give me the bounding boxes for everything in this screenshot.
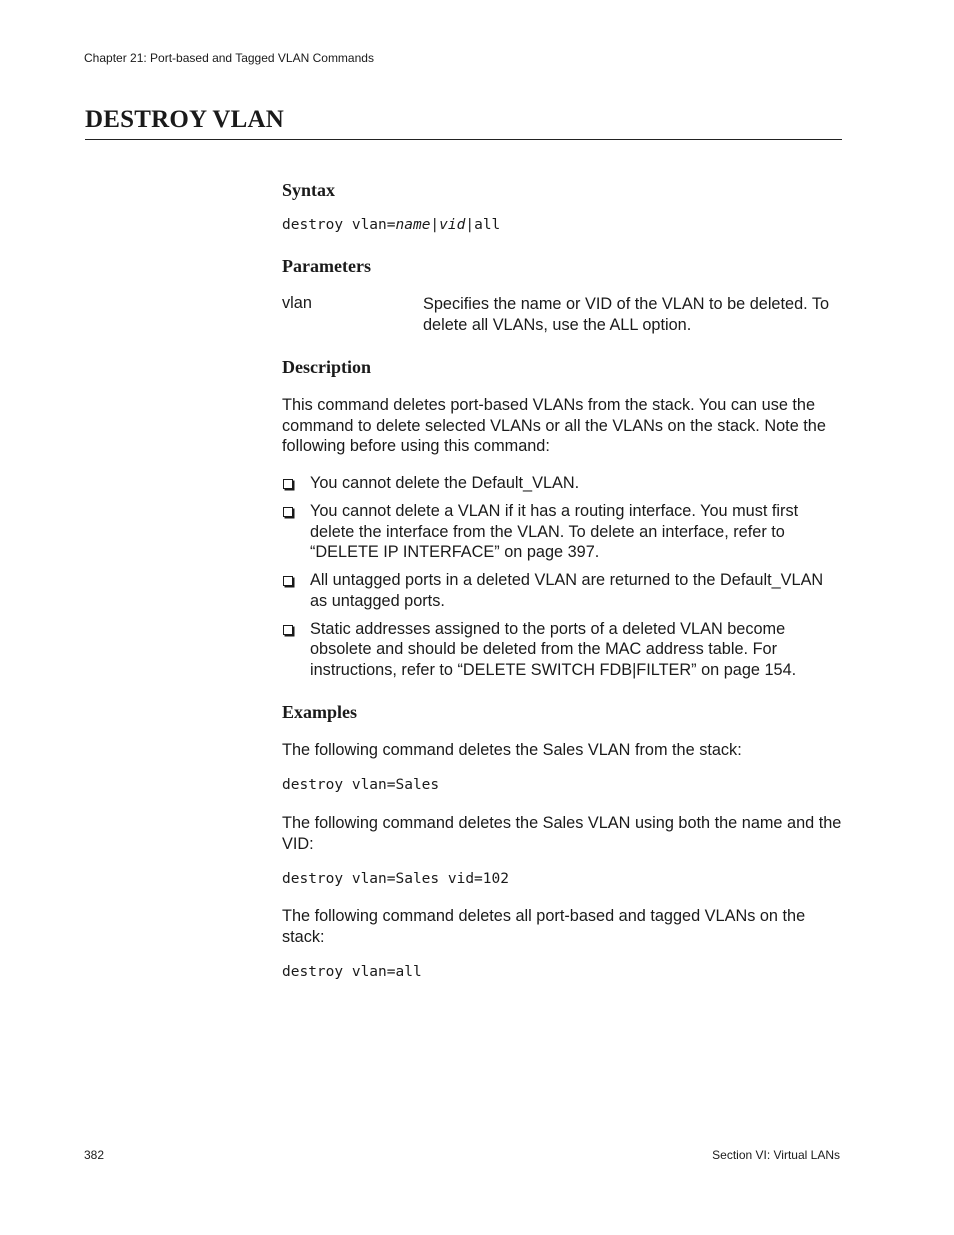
syntax-heading: Syntax — [282, 180, 336, 200]
syntax-arg-name: name — [395, 217, 431, 233]
example-text: The following command deletes the Sales VLAN using both the name and the VID: — [282, 814, 842, 853]
parameter-description: Specifies the name or VID of the VLAN to be deleted. To delete all VLANs, use the ALL option. — [423, 295, 830, 334]
section-footer: Section VI: Virtual LANs — [712, 1148, 840, 1162]
list-item-text: All untagged ports in a deleted VLAN are returned to the Default_VLAN as untagged ports. — [310, 571, 824, 610]
checkbox-bullet-icon — [283, 479, 293, 489]
example-code: destroy vlan=Sales vid=102 — [282, 871, 509, 887]
checkbox-bullet-icon — [283, 507, 293, 517]
parameters-heading: Parameters — [282, 256, 371, 276]
notes-list — [282, 473, 844, 680]
running-header: Chapter 21: Port-based and Tagged VLAN Commands — [84, 51, 374, 65]
list-item — [282, 570, 844, 611]
example-text: The following command deletes the Sales VLAN from the stack: — [282, 741, 742, 759]
page-title: DESTROY VLAN — [85, 106, 284, 133]
syntax-arg-all: all — [474, 217, 501, 233]
syntax-prefix: destroy vlan= — [282, 217, 396, 233]
examples-heading: Examples — [282, 702, 358, 722]
parameter-name: vlan — [282, 294, 312, 312]
list-item — [282, 501, 844, 563]
description-heading: Description — [282, 357, 371, 377]
syntax-separator: | — [465, 217, 475, 233]
list-item-text: You cannot delete the Default_VLAN. — [310, 474, 580, 492]
checkbox-bullet-icon — [283, 576, 293, 586]
list-item — [282, 619, 844, 681]
list-item-text: Static addresses assigned to the ports of a deleted VLAN become obsolete and should be deleted from the MAC address table. For instructions, refer to “DELETE SWITCH FDB|FILTER” on page 154. — [310, 619, 797, 679]
example-code: destroy vlan=Sales — [282, 777, 440, 793]
list-item — [282, 473, 844, 494]
syntax-separator: | — [430, 217, 440, 233]
example-text: The following command deletes all port-based and tagged VLANs on the stack: — [282, 907, 806, 946]
checkbox-bullet-icon — [283, 625, 293, 635]
list-item-text: You cannot delete a VLAN if it has a routing interface. You must first delete the interface from the VLAN. To delete an interface, refer to “DELETE IP INTERFACE” on page 397. — [310, 502, 799, 561]
example-code: destroy vlan=all — [282, 964, 422, 980]
syntax-command — [282, 217, 500, 233]
description-intro: This command deletes port-based VLANs from the stack. You can use the command to delete selected VLANs or all the VLANs on the stack. Note the following before using this command: — [282, 396, 826, 455]
syntax-arg-vid: vid — [439, 217, 466, 233]
title-rule — [85, 139, 842, 140]
page-number: 382 — [84, 1148, 105, 1162]
